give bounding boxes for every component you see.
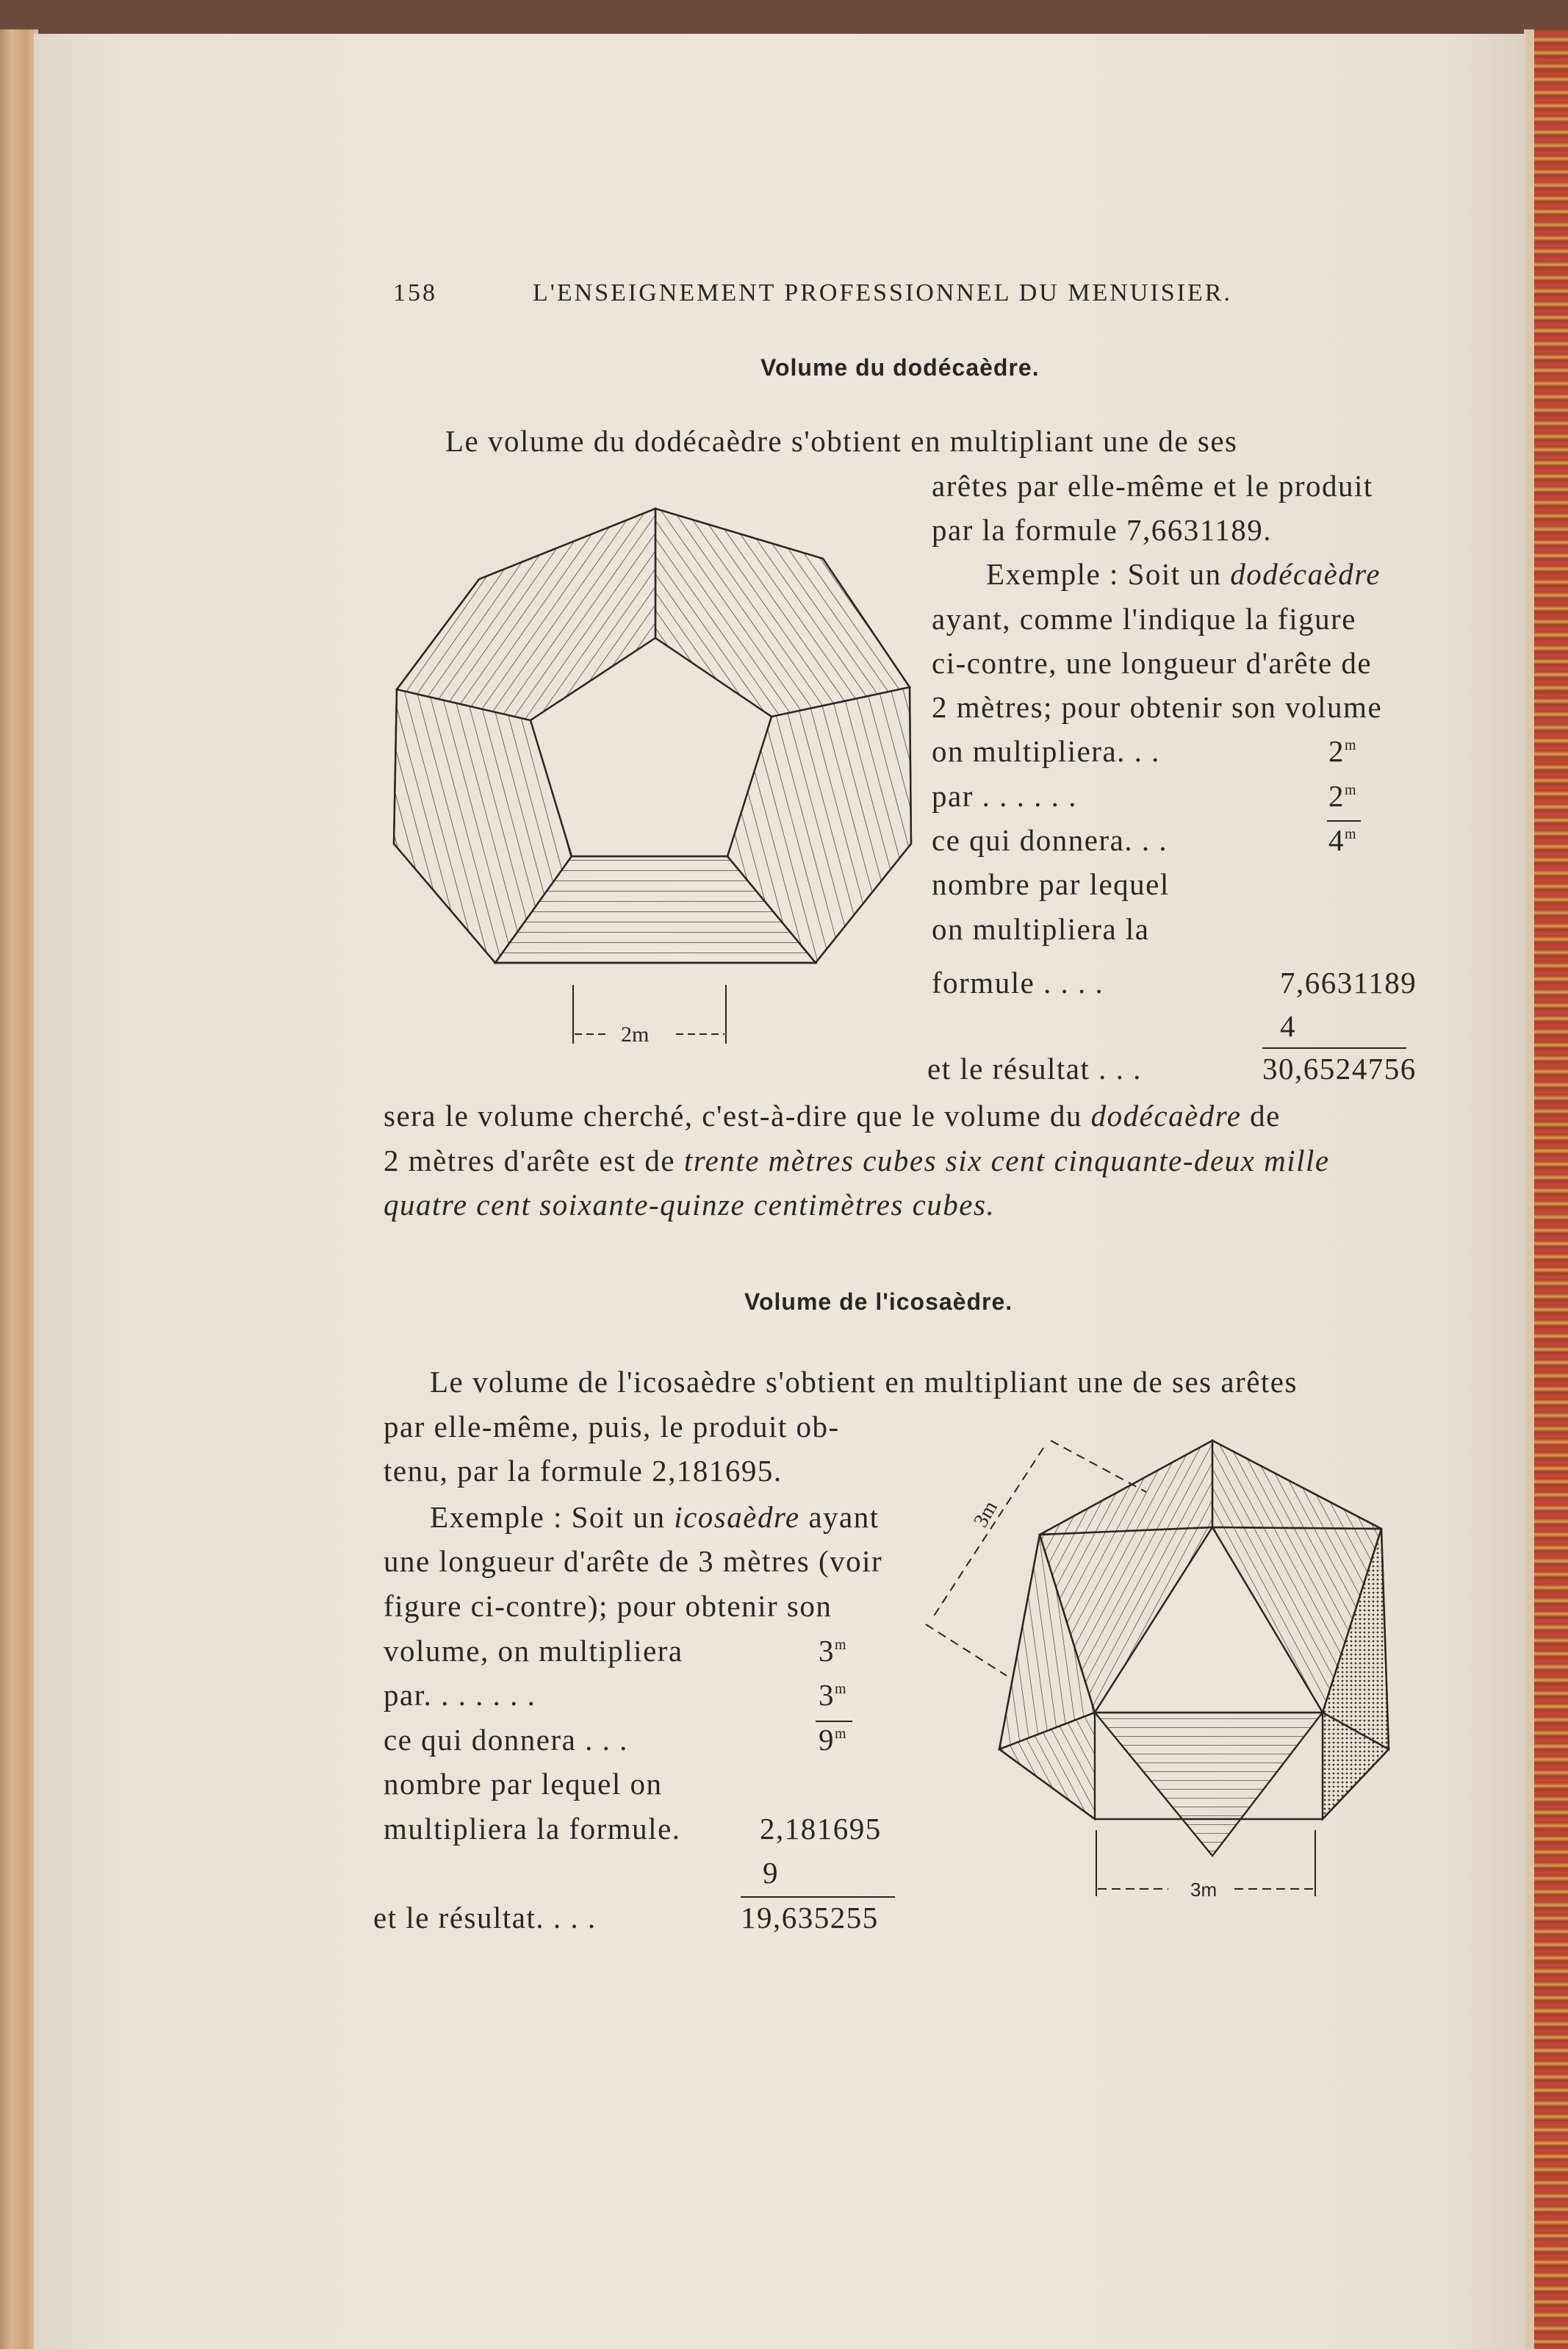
text-line: par la formule 7,6631189. [932, 513, 1272, 547]
text-line: 2 mètres d'arête est de trente mètres cubes six cent cinquante-deux mille [384, 1144, 1330, 1177]
calc-value: 2$^m$ [1328, 779, 1358, 813]
calc-result: 19,635255 [741, 1901, 879, 1934]
calc-value: 9 [763, 1856, 779, 1890]
text-line: Le volume de l'icosaèdre s'obtient en multipliant une de ses arêtes [430, 1365, 1298, 1399]
text-line: par . . . . . . [932, 779, 1077, 813]
dodecahedron-figure [389, 500, 918, 1058]
text-line: multipliera la formule. [384, 1812, 681, 1846]
icosahedron-figure [926, 1419, 1396, 1918]
calc-value: 2$^m$ [1328, 734, 1358, 768]
running-title: L'ENSEIGNEMENT PROFESSIONNEL DU MENUISIER. [533, 279, 1232, 306]
calc-value: 4$^m$ [1328, 823, 1358, 857]
text-line: nombre par lequel on [384, 1767, 663, 1801]
text-line: formule . . . . [932, 966, 1104, 1000]
calc-value: 9$^m$ [819, 1723, 848, 1757]
calc-value: 4 [1280, 1009, 1296, 1043]
figure-dimension-label: 3m [1190, 1879, 1218, 1901]
calc-value: 3$^m$ [819, 1678, 848, 1712]
text-line: ce qui donnera. . . [932, 823, 1168, 857]
book-left-edge [0, 29, 38, 2349]
text-line: par. . . . . . . [384, 1678, 536, 1712]
text-line: Exemple : Soit un dodécaèdre [986, 557, 1381, 591]
calc-value: 7,6631189 [1280, 966, 1417, 1000]
text-line: et le résultat . . . [927, 1052, 1142, 1086]
text-line: ci-contre, une longueur d'arête de [932, 646, 1373, 680]
text-line: ayant, comme l'indique la figure [932, 602, 1356, 636]
calc-rule [1327, 820, 1361, 822]
calc-value: 2,181695 [760, 1812, 882, 1846]
text-line: ce qui donnera . . . [384, 1723, 628, 1757]
calc-rule [741, 1896, 895, 1898]
text-line: et le résultat. . . . [373, 1901, 597, 1934]
book-right-edge [1524, 29, 1568, 2349]
text-line: arêtes par elle-même et le produit [932, 469, 1373, 503]
text-line: figure ci-contre); pour obtenir son [384, 1589, 832, 1623]
figure-dimension-label: 2m [621, 1022, 650, 1047]
text-line: Le volume du dodécaèdre s'obtient en multipliant une de ses [445, 424, 1238, 458]
text-line: volume, on multipliera [384, 1634, 683, 1668]
text-line: une longueur d'arête de 3 mètres (voir [384, 1544, 883, 1578]
section-heading-dodecahedron: Volume du dodécaèdre. [760, 354, 1040, 381]
text-line: Exemple : Soit un icosaèdre ayant [430, 1500, 880, 1534]
text-line: nombre par lequel [932, 867, 1170, 901]
calc-rule [1262, 1047, 1406, 1049]
calc-value: 3$^m$ [819, 1634, 848, 1668]
section-heading-icosahedron: Volume de l'icosaèdre. [744, 1288, 1013, 1315]
text-line: tenu, par la formule 2,181695. [384, 1454, 783, 1488]
page-number: 158 [393, 279, 437, 306]
figure-side-label: 3m [969, 1497, 1002, 1532]
text-line: on multipliera la [932, 912, 1150, 946]
text-line: quatre cent soixante-quinze centimètres cubes. [384, 1188, 996, 1222]
text-line: 2 mètres; pour obtenir son volume [932, 690, 1383, 724]
text-line: sera le volume cherché, c'est-à-dire que le volume du dodécaèdre de [384, 1099, 1281, 1133]
text-line: on multipliera. . . [932, 734, 1160, 768]
calc-result: 30,6524756 [1262, 1052, 1417, 1086]
text-line: par elle-même, puis, le produit ob- [384, 1410, 840, 1444]
